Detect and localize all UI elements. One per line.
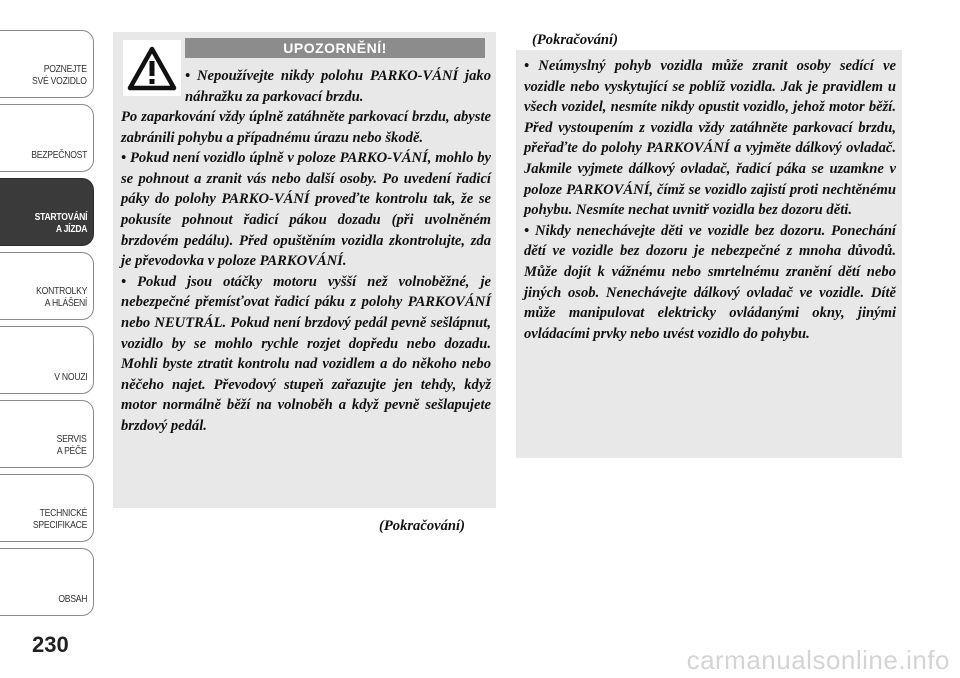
tab-label: STARTOVÁNÍ A JÍZDA <box>34 211 87 235</box>
tab-poznejte-sve-vozidlo[interactable] <box>0 30 94 98</box>
tab-obsah[interactable] <box>0 548 94 616</box>
tab-label: OBSAH <box>58 593 87 605</box>
tab-servis-a-pece[interactable] <box>0 400 94 468</box>
tab-label: TECHNICKÉ SPECIFIKACE <box>32 507 87 531</box>
warning-triangle-icon <box>123 40 181 96</box>
tab-kontrolky-a-hlaseni[interactable] <box>0 252 94 320</box>
tab-startovani-a-jizda[interactable] <box>0 178 94 246</box>
tab-label: BEZPEČNOST <box>31 149 87 161</box>
bullet-continuation: Po zaparkování vždy úplně zatáhněte parkovací brzdu, abyste zabránili pohybu a případnému úrazu nebo škodě. <box>121 109 491 146</box>
tab-bezpecnost[interactable] <box>0 104 94 172</box>
tab-v-nouzi[interactable] <box>0 326 94 394</box>
bullet-text: • Nikdy nenechávejte děti ve vozidle bez dozoru. Ponechání dětí ve vozidle bez dozoru je nebezpečné z mnoha důvodů. Může dojít k vážnému nebo smrtelnému zranění dětí nebo jiných osob. Nenechávejte dálkový ovladač ve vozidle. Dítě může manipulovat elektricky ovládanými okny, jinými ovládacími prvky nebo uvést vozidlo do pohybu. <box>524 221 896 345</box>
warning-header: UPOZORNĚNÍ! <box>185 38 485 58</box>
bullet-text: • Pokud jsou otáčky motoru vyšší než volnoběžné, je nebezpečné přemísťovat řadicí páku z polohy PARKOVÁNÍ nebo NEUTRÁL. Pokud není brzdový pedál pevně sešlápnut, vozidlo by se mohlo rychle rozjet dopředu nebo dozadu. Mohli byste ztratit kontrolu nad vozidlem a do někoho nebo něčeho najet. Převodový stupeň zařazujte jen tehdy, když motor normálně běží na volnoběh a když pevně sešlapujete brzdový pedál. <box>121 272 491 437</box>
continued-label: (Pokračování) <box>379 518 465 534</box>
bullet-text: • Nepoužívejte nikdy polohu PARKO-VÁNÍ jako náhražku za parkovací brzdu. <box>185 66 491 107</box>
warning-continued-box <box>516 50 902 458</box>
warning-first-bullet <box>185 66 491 107</box>
continued-label: (Pokračování) <box>532 32 618 48</box>
warning-continued-body <box>524 56 896 344</box>
tab-label: POZNEJTE SVÉ VOZIDLO <box>32 63 87 87</box>
tab-label: KONTROLKY A HLÁŠENÍ <box>36 285 87 309</box>
page-number: 230 <box>32 632 69 657</box>
watermark: carmanualsonline.info <box>686 645 950 675</box>
tab-label: V NOUZI <box>53 371 87 383</box>
warning-body <box>121 107 491 437</box>
warning-box <box>113 32 496 508</box>
tab-label: SERVIS A PÉČE <box>57 433 87 457</box>
bullet-text: • Pokud není vozidlo úplně v poloze PARKO-VÁNÍ, mohlo by se pohnout a zranit vás nebo další osoby. Po uvedení řadicí páky do polohy PARKO-VÁNÍ proveďte kontrolu tak, že se pokusíte pohnout řadicí pákou dozadu (při uvolněném brzdovém pedálu). Před opuštěním vozidla zkontrolujte, zda je převodovka v poloze PARKOVÁNÍ. <box>121 148 491 272</box>
bullet-text: • Neúmyslný pohyb vozidla může zranit osoby sedící ve vozidle nebo vyskytující se poblíž vozidla. Jak je pravidlem u všech vozidel, nesmíte nikdy opustit vozidlo, jehož motor běží. Před vystoupením z vozidla vždy zatáhněte parkovací brzdu, přeřaďte do polohy PARKOVÁNÍ a vyjměte dálkový ovladač. Jakmile vyjmete dálkový ovladač, řadicí páka se uzamkne v poloze PARKOVÁNÍ, čímž se vozidlo zajistí proti nechtěnému pohybu. Nesmíte nechat uvnitř vozidla bez dozoru děti. <box>524 56 896 221</box>
tab-technicke-specifikace[interactable] <box>0 474 94 542</box>
